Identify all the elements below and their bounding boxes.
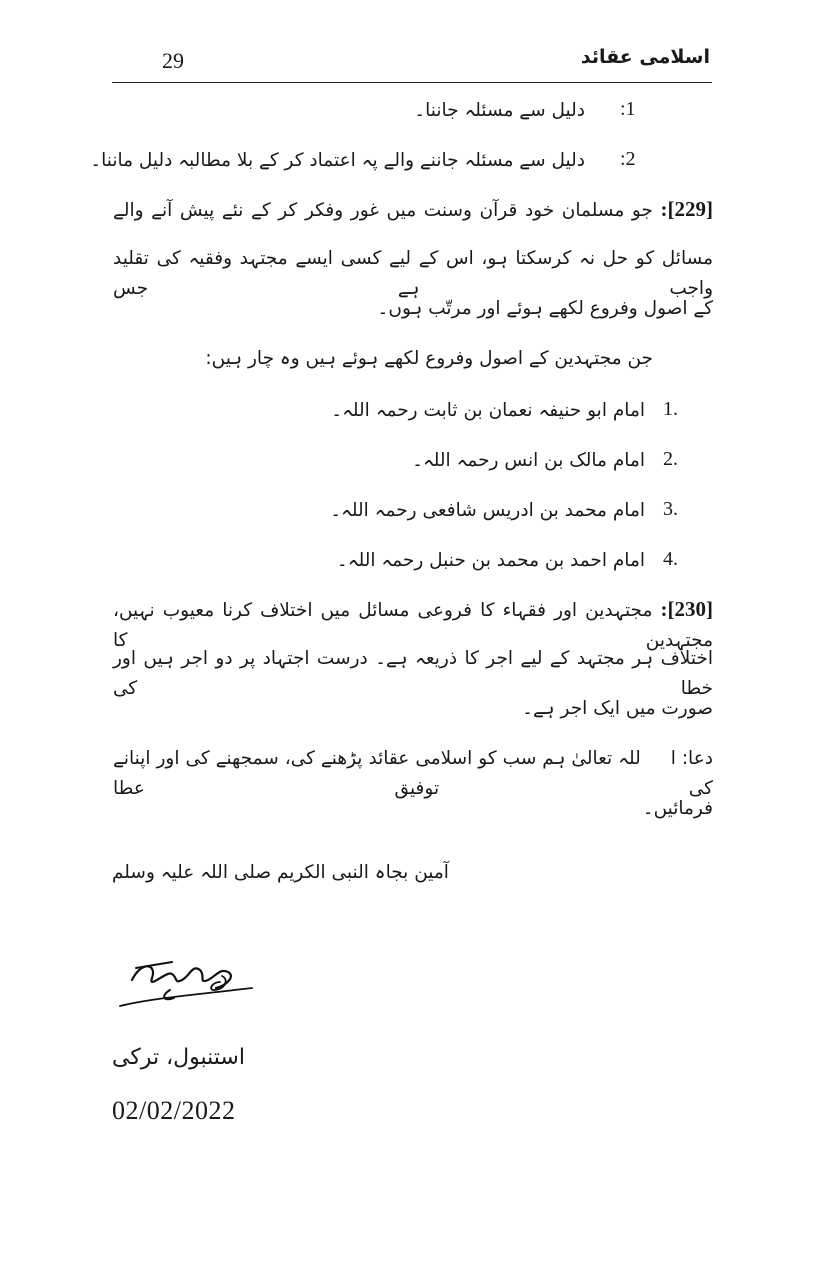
paragraph-line: صورت میں ایک اجر ہے۔ (522, 698, 713, 719)
definition-text: دلیل سے مسئلہ جاننے والے پہ اعتماد کر کے بلا مطالبہ دلیل ماننا۔ (90, 150, 585, 171)
definition-number: :2 (620, 148, 636, 170)
list-number: 4. (663, 548, 678, 570)
paragraph-line: کے اصول وفروع لکھے ہوئے اور مرتّب ہوں۔ (377, 298, 713, 319)
list-number: 1. (663, 398, 678, 420)
paragraph-line: مسائل کو حل نہ کرسکتا ہو، اس کے لیے کسی ایسے مجتہد وفقیہ کی تقلید واجب ہے جس (113, 248, 713, 299)
list-text: امام احمد بن محمد بن حنبل رحمہ اللہ۔ (336, 550, 645, 571)
list-text: امام محمد بن ادریس شافعی رحمہ اللہ۔ (330, 500, 645, 521)
book-title: اسلامی عقائد (580, 46, 710, 68)
paragraph-line: اختلاف ہر مجتہد کے لیے اجر کا ذریعہ ہے۔ درست اجتہاد پر دو اجر ہیں اور خطا کی (113, 648, 713, 699)
list-number: 2. (663, 448, 678, 470)
place: استنبول، ترکی (112, 1045, 245, 1070)
list-text: امام مالک بن انس رحمہ اللہ۔ (412, 450, 645, 471)
list-number: 3. (663, 498, 678, 520)
dua-text: للہ تعالیٰ ہم سب کو اسلامی عقائد پڑھنے کی، سمجھنے کی اور اپنانے کی توفیق عطا (113, 748, 713, 799)
page-number: 29 (162, 48, 184, 73)
date: 02/02/2022 (112, 1096, 236, 1125)
paragraph-text: جو مسلمان خود قرآن وسنت میں غور وفکر کر کے نئے پیش آنے والے (113, 200, 653, 221)
definition-text: دلیل سے مسئلہ جاننا۔ (414, 100, 585, 121)
paragraph-number: [230]: (660, 597, 713, 621)
list-text: امام ابو حنیفہ نعمان بن ثابت رحمہ اللہ۔ (331, 400, 645, 421)
dua-label: دعا: ا (670, 748, 713, 769)
paragraph-text: مجتہدین اور فقہاء کا فروعی مسائل میں اختلاف کرنا معیوب نہیں، مجتہدین کا (113, 600, 713, 651)
page-header (112, 40, 712, 83)
dua-line: فرمائیں۔ (642, 798, 713, 819)
paragraph-line (113, 194, 713, 226)
signature (112, 950, 262, 1020)
paragraph-number: [229]: (660, 197, 713, 221)
definition-number: :1 (620, 98, 636, 120)
closing-prayer: آمین بجاہ النبی الکریم صلی اللہ علیہ وسلم (112, 862, 449, 883)
imams-intro: جن مجتہدین کے اصول وفروع لکھے ہوئے ہیں وہ چار ہیں: (205, 348, 653, 369)
